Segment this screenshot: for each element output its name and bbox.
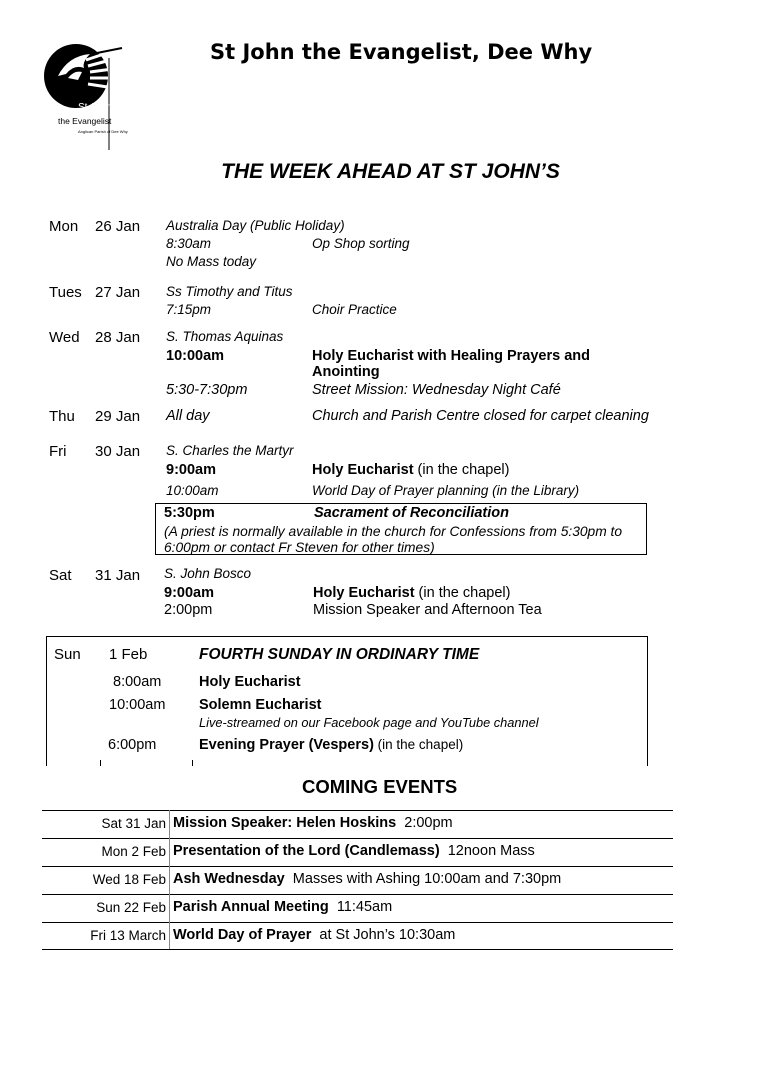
event-item: Ash Wednesday Masses with Ashing 10:00am and 7:30pm: [173, 871, 562, 887]
event-item: Mission Speaker: Helen Hoskins 2:00pm: [173, 815, 453, 831]
logo-eagle-icon: [38, 38, 128, 153]
reconciliation-note-1: (A priest is normally available in the church for Confessions from 5:30pm to: [164, 524, 623, 539]
mon-saint: Australia Day (Public Holiday): [166, 218, 345, 233]
wed-day: Wed: [49, 329, 80, 346]
event-item: Presentation of the Lord (Candlemass) 12noon Mass: [173, 843, 535, 859]
events-rule: [42, 838, 673, 839]
sun-time-1: 8:00am: [113, 674, 162, 690]
event-date: Mon 2 Feb: [101, 844, 166, 859]
parish-logo: [38, 38, 128, 153]
coming-events-title: COMING EVENTS: [302, 776, 458, 797]
sun-desc-3: Evening Prayer (Vespers) (in the chapel): [199, 737, 464, 753]
events-column-divider: [169, 810, 170, 949]
wed-desc-2: Street Mission: Wednesday Night Café: [312, 382, 561, 398]
fri-time: 9:00am: [166, 462, 216, 478]
mon-time: 8:30am: [166, 236, 212, 251]
sat-desc: Holy Eucharist (in the chapel): [313, 585, 511, 601]
sun-desc-1: Holy Eucharist: [199, 674, 301, 690]
mon-note: No Mass today: [166, 254, 257, 269]
sun-time-2: 10:00am: [109, 697, 166, 713]
tue-time: 7:15pm: [166, 302, 212, 317]
events-rule: [42, 866, 673, 867]
sat-date: 31 Jan: [95, 567, 141, 584]
event-item: Parish Annual Meeting 11:45am: [173, 899, 393, 915]
sat-desc-2: Mission Speaker and Afternoon Tea: [313, 602, 542, 618]
fri-saint: S. Charles the Martyr: [166, 443, 294, 458]
sun-note-2: Live-streamed on our Facebook page and YouTube channel: [199, 715, 539, 730]
tue-date: 27 Jan: [95, 284, 141, 301]
thu-desc: Church and Parish Centre closed for carpet cleaning: [312, 408, 649, 424]
event-date: Sat 31 Jan: [101, 816, 166, 831]
sun-day: Sun: [54, 646, 81, 663]
tue-desc: Choir Practice: [312, 302, 397, 317]
events-rule: [42, 922, 673, 923]
mon-date: 26 Jan: [95, 218, 141, 235]
thu-date: 29 Jan: [95, 408, 141, 425]
sunday-divider: [100, 760, 101, 766]
mon-desc: Op Shop sorting: [312, 236, 410, 251]
event-item: World Day of Prayer at St John’s 10:30am: [173, 927, 456, 943]
events-rule: [42, 894, 673, 895]
wed-desc-cont: Anointing: [312, 364, 380, 380]
wed-time: 10:00am: [166, 348, 225, 364]
svg-text:Anglican Parish of Dee Why: Anglican Parish of Dee Why: [78, 129, 128, 134]
wed-desc: Holy Eucharist with Healing Prayers and: [312, 348, 590, 364]
sun-desc-2: Solemn Eucharist: [199, 697, 322, 713]
thu-day: Thu: [49, 408, 75, 425]
reconciliation-title: Sacrament of Reconciliation: [314, 505, 509, 521]
wed-saint: S. Thomas Aquinas: [166, 329, 284, 344]
sat-time: 9:00am: [164, 585, 214, 601]
thu-time: All day: [166, 408, 210, 424]
fri-time-2: 10:00am: [166, 483, 219, 498]
svg-text:St John: St John: [78, 102, 112, 113]
event-date: Sun 22 Feb: [96, 900, 166, 915]
events-rule: [42, 810, 673, 811]
tue-saint: Ss Timothy and Titus: [166, 284, 293, 299]
event-date: Wed 18 Feb: [92, 872, 166, 887]
wed-date: 28 Jan: [95, 329, 141, 346]
event-date: Fri 13 March: [90, 928, 166, 943]
parish-title: St John the Evangelist, Dee Why: [210, 40, 593, 64]
sun-date: 1 Feb: [109, 646, 148, 663]
sun-title: FOURTH SUNDAY IN ORDINARY TIME: [199, 646, 480, 663]
week-title: THE WEEK AHEAD AT ST JOHN’S: [221, 160, 560, 183]
reconciliation-note-2: 6:00pm or contact Fr Steven for other times): [164, 540, 435, 555]
reconciliation-time: 5:30pm: [164, 505, 215, 521]
tue-day: Tues: [49, 284, 82, 301]
svg-text:the Evangelist: the Evangelist: [58, 116, 112, 126]
wed-time-2: 5:30-7:30pm: [166, 382, 248, 398]
fri-date: 30 Jan: [95, 443, 141, 460]
fri-day: Fri: [49, 443, 67, 460]
mon-day: Mon: [49, 218, 79, 235]
sun-time-3: 6:00pm: [108, 737, 157, 753]
sat-time-2: 2:00pm: [164, 602, 213, 618]
sat-day: Sat: [49, 567, 72, 584]
sat-saint: S. John Bosco: [164, 566, 252, 581]
sunday-divider: [192, 760, 193, 766]
fri-desc-2: World Day of Prayer planning (in the Library): [312, 483, 580, 498]
fri-desc: Holy Eucharist (in the chapel): [312, 462, 510, 478]
events-rule: [42, 949, 673, 950]
